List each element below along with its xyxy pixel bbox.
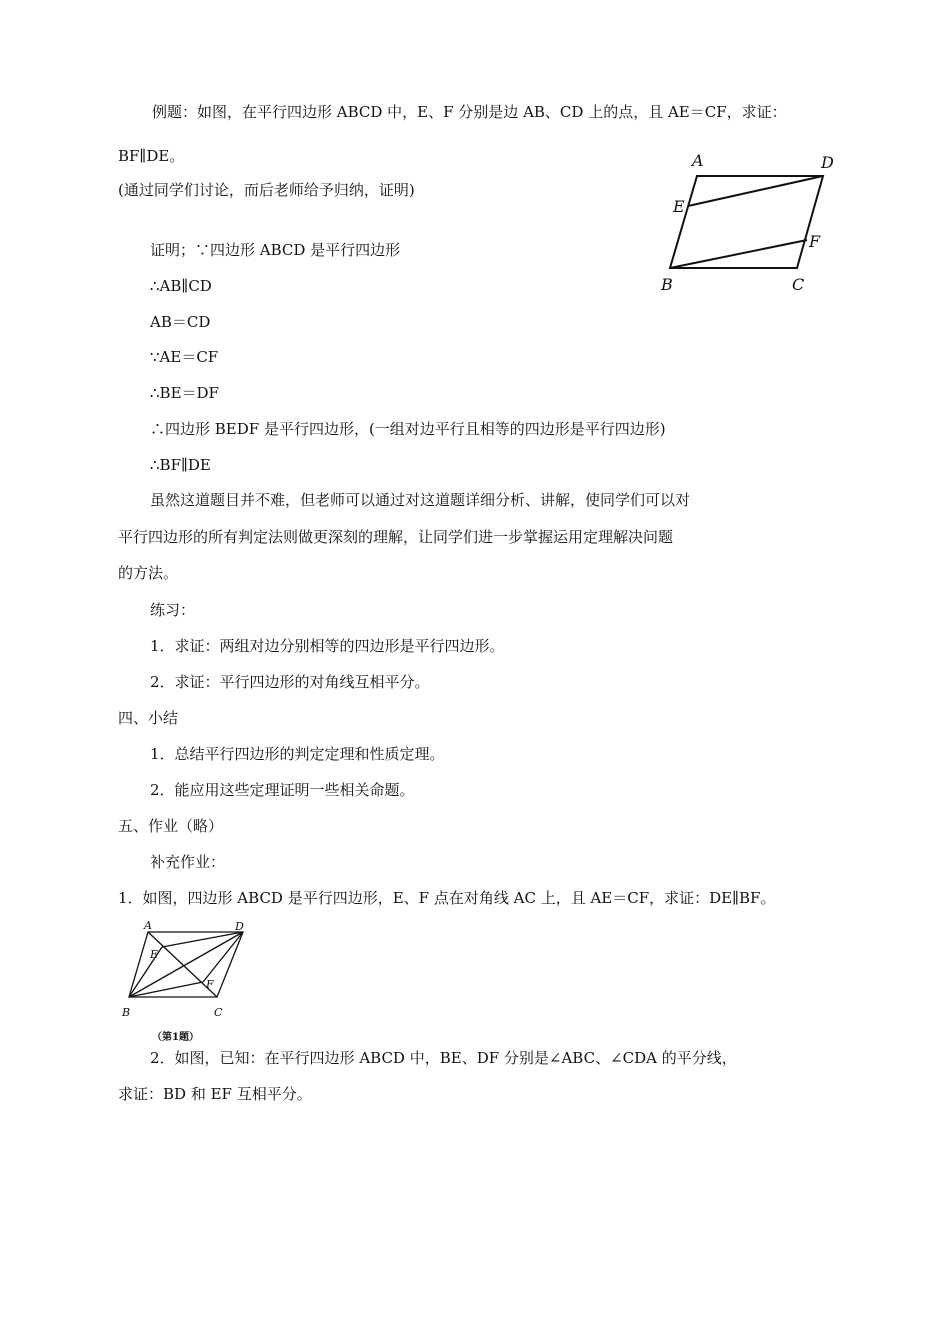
extra-homework-heading: 补充作业： bbox=[150, 853, 226, 871]
commentary-line: 平行四边形的所有判定法则做更深刻的理解，让同学们进一步掌握运用定理解决问题 bbox=[118, 528, 674, 546]
label-d: D bbox=[235, 920, 244, 933]
homework-question-2-cont: 求证：BD 和 EF 互相平分。 bbox=[118, 1085, 312, 1103]
summary-item: 2．能应用这些定理证明一些相关命题。 bbox=[150, 781, 415, 799]
homework-question-2: 2．如图，已知：在平行四边形 ABCD 中，BE、DF 分别是∠ABC、∠CDA 的平分线， bbox=[150, 1049, 737, 1067]
practice-item: 2．求证：平行四边形的对角线互相平分。 bbox=[150, 673, 430, 691]
proof-line: ∴四边形 BEDF 是平行四边形，(一组对边平行且相等的四边形是平行四边形) bbox=[150, 420, 666, 438]
segment-bf bbox=[129, 982, 203, 997]
parallelogram-abcd bbox=[670, 176, 823, 268]
practice-item: 1．求证：两组对边分别相等的四边形是平行四边形。 bbox=[150, 637, 505, 655]
commentary-line: 的方法。 bbox=[118, 564, 179, 582]
label-c: C bbox=[214, 1006, 223, 1019]
segment-ed bbox=[688, 176, 823, 206]
practice-heading: 练习： bbox=[150, 601, 196, 619]
label-c: C bbox=[792, 275, 805, 294]
label-f: F bbox=[809, 232, 821, 251]
discussion-note: (通过同学们讨论，而后老师给予归纳，证明) bbox=[118, 181, 415, 199]
summary-heading: 四、小结 bbox=[118, 709, 179, 727]
label-a: A bbox=[144, 919, 152, 932]
commentary-line: 虽然这道题目并不难，但老师可以通过对这道题详细分析、讲解，使同学们可以对 bbox=[150, 491, 691, 509]
example-statement: 例题：如图，在平行四边形 ABCD 中，E、F 分别是边 AB、CD 上的点，且 AE＝CF，求证： bbox=[152, 103, 787, 121]
parallelogram-figure-2 bbox=[115, 915, 255, 1025]
parallelogram-figure-1 bbox=[655, 148, 855, 298]
proof-line: ∴BE＝DF bbox=[150, 384, 219, 402]
segment-df bbox=[203, 932, 243, 982]
proof-line: ∴BF∥DE bbox=[150, 456, 211, 474]
figure-caption: （第1题） bbox=[152, 1032, 199, 1043]
label-e: E bbox=[150, 948, 159, 961]
example-statement-cont: BF∥DE。 bbox=[118, 147, 185, 165]
label-e: E bbox=[673, 197, 685, 216]
diagonal-bd bbox=[129, 932, 243, 997]
label-a: A bbox=[692, 151, 704, 170]
proof-line: AB＝CD bbox=[150, 313, 211, 331]
proof-line: 证明；∵四边形 ABCD 是平行四边形 bbox=[150, 241, 401, 259]
segment-bf bbox=[670, 240, 807, 268]
proof-line: ∵AE＝CF bbox=[150, 348, 219, 366]
proof-line: ∴AB∥CD bbox=[150, 277, 212, 295]
label-b: B bbox=[661, 275, 673, 294]
label-f: F bbox=[206, 978, 214, 991]
homework-question-1: 1．如图，四边形 ABCD 是平行四边形，E、F 点在对角线 AC 上，且 AE＝CF，求证：DE∥BF。 bbox=[118, 889, 776, 907]
homework-heading: 五、作业（略） bbox=[118, 817, 224, 835]
label-d: D bbox=[821, 153, 834, 172]
label-b: B bbox=[122, 1006, 131, 1019]
summary-item: 1．总结平行四边形的判定定理和性质定理。 bbox=[150, 745, 445, 763]
